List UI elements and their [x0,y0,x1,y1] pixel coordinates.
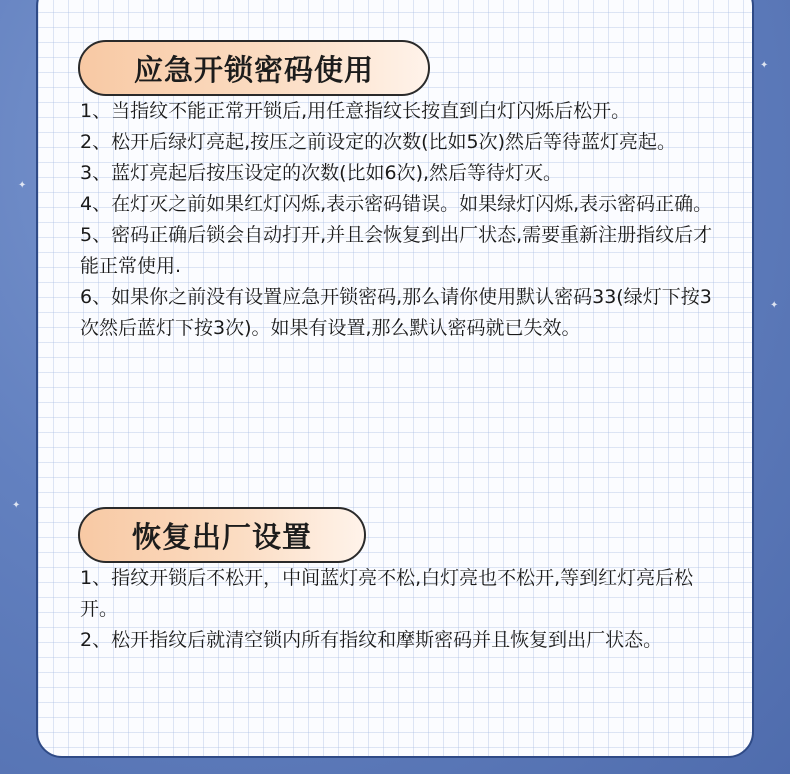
sparkle-icon: ✦ [770,300,779,311]
content-card [36,0,754,758]
list-item: 1、当指纹不能正常开锁后,用任意指纹长按直到白灯闪烁后松开。 [80,100,631,122]
emergency-unlock-steps [80,96,720,344]
list-item: 3、蓝灯亮起后按压设定的次数(比如6次),然后等待灯灭。 [80,162,563,184]
list-item: 4、在灯灭之前如果红灯闪烁,表示密码错误。如果绿灯闪烁,表示密码正确。 [80,193,713,215]
sparkle-icon: ✦ [12,500,21,511]
list-item: 5、密码正确后锁会自动打开,并且会恢复到出厂状态,需要重新注册指纹后才能正常使用. [80,224,713,277]
list-item: 2、松开后绿灯亮起,按压之前设定的次数(比如5次)然后等待蓝灯亮起。 [80,131,677,153]
sparkle-icon: ✦ [760,60,769,71]
list-item: 1、指纹开锁后不松开，中间蓝灯亮不松,白灯亮也不松开,等到红灯亮后松开。 [80,567,694,620]
list-item: 6、如果你之前没有设置应急开锁密码,那么请你使用默认密码33(绿灯下按3次然后蓝灯下按3次)。如果有设置,那么默认密码就已失效。 [80,286,712,339]
section-title-factory-reset: 恢复出厂设置 [78,507,366,563]
sparkle-icon: ✦ [18,180,27,191]
section-title-emergency-unlock: 应急开锁密码使用 [78,40,430,96]
factory-reset-steps [80,563,720,656]
list-item: 2、松开指纹后就清空锁内所有指纹和摩斯密码并且恢复到出厂状态。 [80,629,663,651]
